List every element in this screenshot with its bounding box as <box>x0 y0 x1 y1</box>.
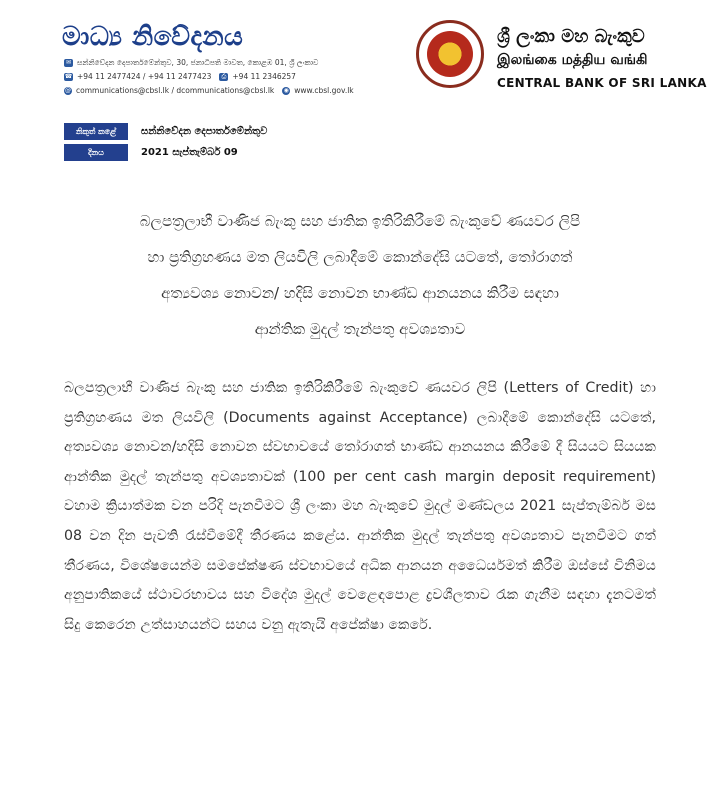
media-release-title: මාධ්‍ය නිවේදනය <box>62 22 244 52</box>
mail-icon: ✉ <box>65 59 72 66</box>
phone-icon: ☎ <box>64 72 73 80</box>
date-value: 2021 සැප්තැම්බර් 09 <box>141 147 238 158</box>
address-text: සන්නිවේදන දෙපාර්තමේන්තුව, 30, ජනාධිපති මාවත, කොළඹ 01, ශ්‍රී ලංකාව <box>77 58 319 67</box>
release-heading <box>60 203 660 347</box>
email-text[interactable]: communications@cbsl.lk / dcommunications@cbsl.lk <box>76 86 275 95</box>
issued-by-label: නිකුත් කළේ <box>64 123 128 140</box>
letterhead <box>0 0 719 110</box>
issued-by-row <box>64 123 267 140</box>
email-web-line <box>64 86 354 95</box>
phone-line <box>64 72 296 81</box>
heading-line: හා ප්‍රතිග්‍රහණය මත ලියවිලි ලබාදීමේ කොන්දේසි යටතේ, තෝරාගත් <box>147 248 573 266</box>
globe-icon: ◉ <box>283 86 289 94</box>
heading-line: ආන්තික මුදල් තැන්පතු අවශ්‍යතාව <box>254 320 466 338</box>
issued-by-value: සන්නිවේදන දෙපාර්තමේන්තුව <box>141 126 268 137</box>
date-label: දිනය <box>64 144 128 161</box>
at-icon: @ <box>65 86 71 94</box>
bank-name-english: CENTRAL BANK OF SRI LANKA <box>497 76 707 90</box>
address-line <box>64 58 318 68</box>
fax-text: +94 11 2346257 <box>232 72 296 81</box>
release-meta <box>64 123 267 165</box>
phone-text: +94 11 2477424 / +94 11 2477423 <box>77 72 212 81</box>
fax-icon: ⎙ <box>219 73 228 81</box>
heading-line: බලපත්‍රලාභී වාණිජ බැංකු සහ ජාතික ඉතිරිකිරීමේ බැංකුවේ ණයවර ලිපි <box>139 212 581 230</box>
website-text[interactable]: www.cbsl.gov.lk <box>294 86 354 95</box>
heading-line: අත්‍යවශ්‍ය නොවන/ හදිසි නොවන භාණ්ඩ ආනයනය කිරීම සඳහා <box>161 284 559 302</box>
date-row <box>64 144 267 161</box>
bank-name-sinhala: ශ්‍රී ලංකා මහ බැංකුව <box>497 26 645 47</box>
central-bank-seal-icon <box>416 20 484 88</box>
release-body: බලපත්‍රලාභී වාණිජ බැංකු සහ ජාතික ඉතිරිකිරීමේ බැංකුවේ ණයවර ලිපි (Letters of Credit) හා ප්‍රතිග්‍රහණය මත ලියවිලි (Documents against Acceptance) ලබාදීමේ කොන්දේසි යටතේ, අත්‍යවශ්‍ය නොවන/හදිසි නොවන ස්වභාවයේ තෝරාගත් භාණ්ඩ ආනයනය කිරීමේ දී සියයට සියයක ආන්තික මුදල් තැන්පතු අවශ්‍යතාවක් (100 per cent cash margin deposit requirement) වහාම ක්‍රියාත්මක වන පරිදි පැනවීමට ශ්‍රී ලංකා මහ බැංකුවේ මුදල් මණ්ඩලය 2021 සැප්තැම්බර් මස 08 වන දින පැවති රැස්වීමේදී තීරණය කළේය. ආන්තික මුදල් තැන්පතු අවශ්‍යතාව පැනවීමට ගත් තීරණය, විශේෂයෙන්ම සමපේක්ෂණ ස්වභාවයේ අධික ආනයන අධෛර්යමත් කිරීම ඔස්සේ විනිමය අනුපාතිකයේ ස්ථාවරභාවය සහ විදේශ මුදල් වෙළෙඳපොළ ද්‍රවශීලතාව රැක ගැනීම සඳහා දැනටමත් සිදු කෙරෙන උත්සාහයන්ට සහය වනු ඇතැයි අපේක්ෂා කෙරේ. <box>64 380 656 633</box>
bank-name-tamil: இலங்கை மத்திய வங்கி <box>497 52 648 68</box>
